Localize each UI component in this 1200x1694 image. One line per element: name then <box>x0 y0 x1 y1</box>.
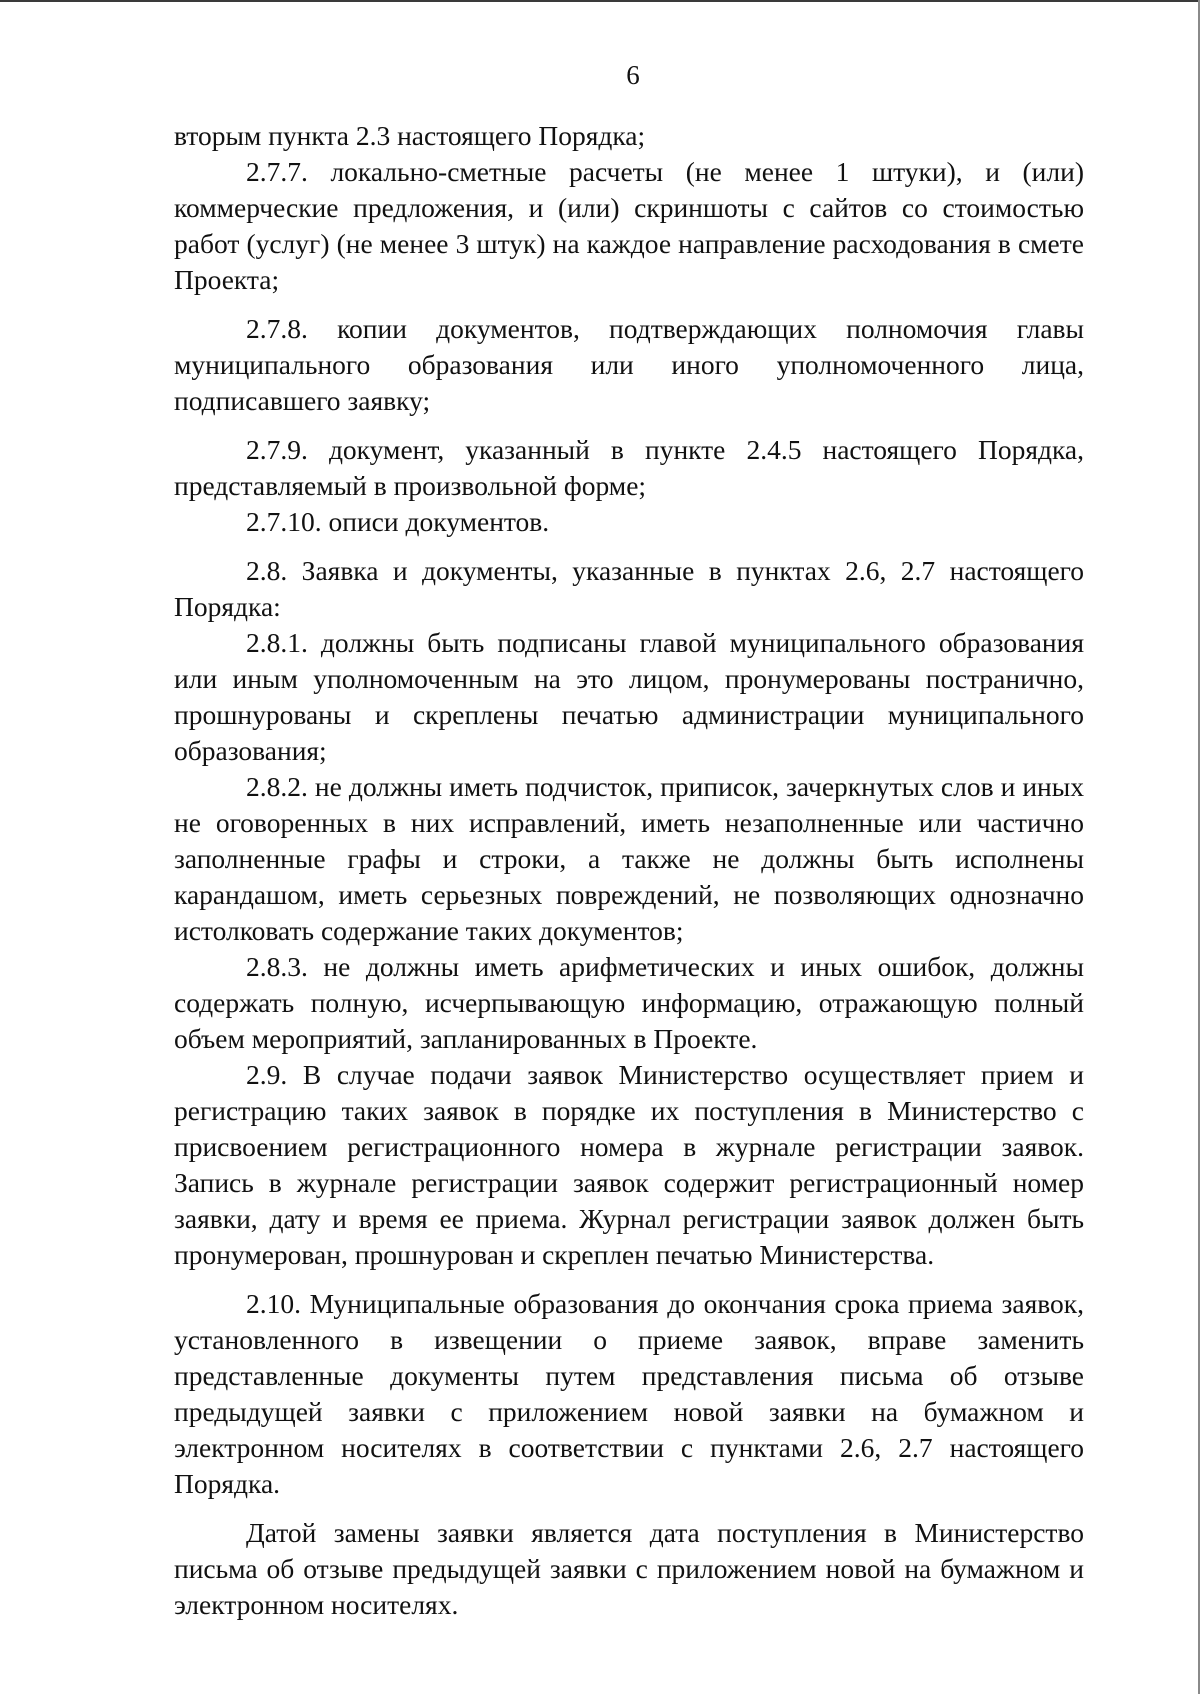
paragraph-continuation: вторым пункта 2.3 настоящего Порядка; <box>174 120 646 151</box>
paragraph-2-8-2: 2.8.2. не должны иметь подчисток, приписок, зачеркнутых слов и иных не оговоренных в них исправлений, иметь незаполненные или частично заполненные графы и строки, а также не должны быть исполнены карандашом, иметь серьезных повреждений, не позволяющих однозначно истолковать содержание таких документов; <box>174 771 1084 946</box>
paragraph-replacement-date: Датой замены заявки является дата поступления в Министерство письма об отзыве предыдущей заявки с приложением новой на бумажном и электронном носителях. <box>174 1517 1084 1620</box>
paragraph-2-7-7: 2.7.7. локально-сметные расчеты (не менее 1 штуки), и (или) коммерческие предложения, и (или) скриншоты с сайтов со стоимостью работ (услуг) (не менее 3 штук) на каждое направление расходования в смете Проекта; <box>174 156 1084 295</box>
paragraph-2-10: 2.10. Муниципальные образования до окончания срока приема заявок, установленного в извещении о приеме заявок, вправе заменить представленные документы путем представления письма об отзыве предыдущей заявки с приложением новой заявки на бумажном и электронном носителях в соответствии с пунктами 2.6, 2.7 настоящего Порядка. <box>174 1288 1084 1499</box>
paragraph-2-8-1: 2.8.1. должны быть подписаны главой муниципального образования или иным уполномоченным на это лицом, пронумерованы постранично, прошнурованы и скреплены печатью администрации муниципального образования; <box>174 627 1084 766</box>
scan-edge-top <box>0 0 1200 2</box>
page-number: 6 <box>626 60 640 90</box>
document-body <box>174 118 1084 1623</box>
paragraph-2-8: 2.8. Заявка и документы, указанные в пунктах 2.6, 2.7 настоящего Порядка: <box>174 555 1084 622</box>
paragraph-2-7-10: 2.7.10. описи документов. <box>246 506 550 537</box>
paragraph-2-7-9: 2.7.9. документ, указанный в пункте 2.4.5 настоящего Порядка, представляемый в произвольной форме; <box>174 434 1084 501</box>
paragraph-2-8-3: 2.8.3. не должны иметь арифметических и иных ошибок, должны содержать полную, исчерпывающую информацию, отражающую полный объем мероприятий, запланированных в Проекте. <box>174 951 1084 1054</box>
paragraph-2-9: 2.9. В случае подачи заявок Министерство осуществляет прием и регистрацию таких заявок в порядке их поступления в Министерство с присвоением регистрационного номера в журнале регистрации заявок. Запись в журнале регистрации заявок содержит регистрационный номер заявки, дату и время ее приема. Журнал регистрации заявок должен быть пронумерован, прошнурован и скреплен печатью Министерства. <box>174 1059 1084 1270</box>
paragraph-2-7-8: 2.7.8. копии документов, подтверждающих полномочия главы муниципального образования или иного уполномоченного лица, подписавшего заявку; <box>174 313 1084 416</box>
